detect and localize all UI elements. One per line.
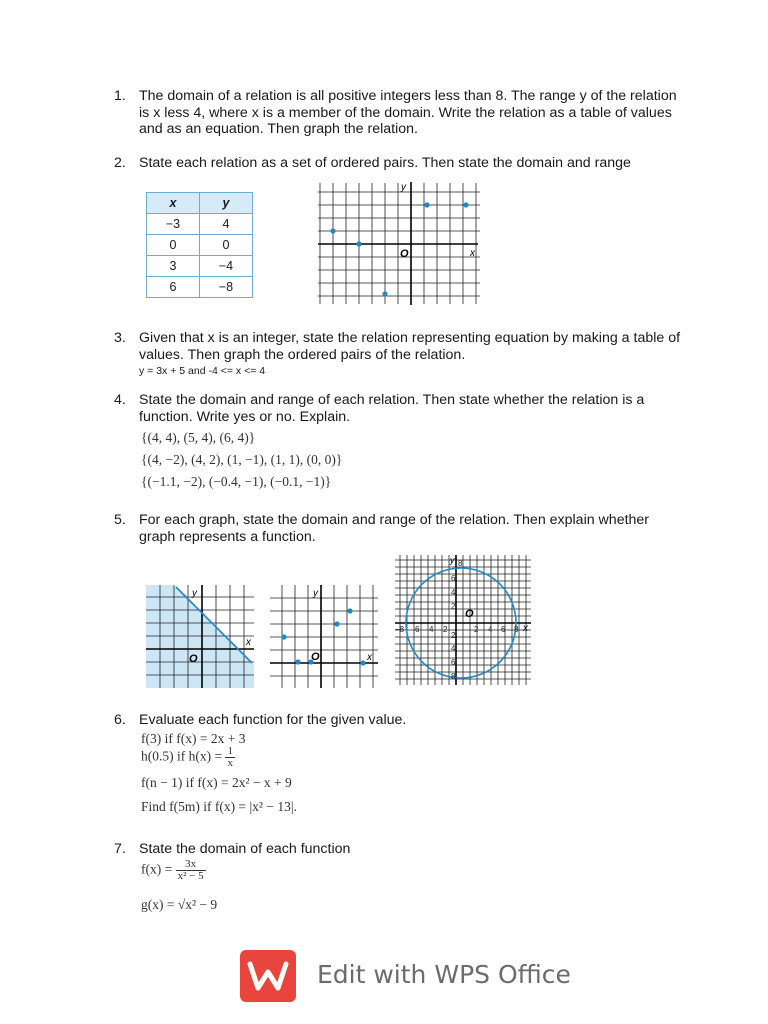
origin-label: O	[465, 608, 474, 620]
table-row	[147, 214, 253, 235]
y-tick-label: 2	[451, 631, 456, 640]
y-tick-label: 4	[451, 644, 456, 653]
wps-logo-icon	[240, 950, 296, 1002]
origin-label: O	[400, 248, 409, 260]
table-row	[147, 235, 253, 256]
x-tick-label: 4	[488, 625, 493, 634]
x-tick-label: 2	[474, 625, 479, 634]
y-axis-label: y	[313, 588, 318, 599]
denominator: x	[227, 757, 233, 769]
relation-set-2: {(4, −2), (4, 2), (1, −1), (1, 1), (0, 0)}	[141, 452, 343, 467]
x-tick-label: 2	[443, 625, 448, 634]
question-subtext: y = 3x + 5 and -4 <= x <= 4	[139, 365, 266, 377]
circle-graph	[395, 555, 533, 687]
domain-function-2: g(x) = √x² − 9	[141, 897, 218, 912]
x-tick-label: 6	[415, 625, 420, 634]
question-text: Given that x is an integer, state the relation representing equation by making a table of values. Then graph the ordered pairs of the relation.	[139, 330, 681, 363]
question-text: State each relation as a set of ordered pairs. Then state the domain and range	[139, 155, 631, 171]
origin-label: O	[189, 653, 198, 665]
fraction	[225, 746, 235, 769]
x-tick-label: 6	[501, 625, 506, 634]
fraction	[176, 859, 206, 882]
values-table	[146, 192, 253, 298]
table-cell: 6	[147, 277, 200, 298]
table-cell: 0	[200, 235, 253, 256]
scatter-graph-q5	[270, 585, 380, 690]
y-tick-label: 4	[451, 588, 456, 597]
function-eval-2-text: h(0.5) if h(x) =	[141, 748, 226, 764]
y-axis-label: y	[401, 182, 406, 193]
y-axis-label: y	[192, 588, 197, 599]
y-axis-label: y	[450, 555, 455, 565]
x-axis-label: x	[523, 623, 528, 634]
y-tick-label: 6	[451, 658, 456, 667]
question-number: 5.	[114, 512, 126, 528]
question-text: State the domain of each function	[139, 841, 351, 857]
table-header: y	[200, 193, 253, 214]
question-number: 3.	[114, 330, 126, 346]
function-eval-2	[141, 746, 235, 769]
relation-set-1: {(4, 4), (5, 4), (6, 4)}	[141, 430, 256, 445]
question-text: Evaluate each function for the given value.	[139, 712, 407, 728]
table-header: x	[147, 193, 200, 214]
y-tick-label: 6	[451, 574, 456, 583]
domain-function-1	[141, 859, 206, 882]
origin-label: O	[311, 651, 320, 663]
table-row	[147, 256, 253, 277]
x-axis-label: x	[470, 248, 475, 259]
table-header-row	[147, 193, 253, 214]
y-tick-label: 8	[458, 559, 463, 568]
numerator: 3x	[176, 859, 206, 871]
table-row	[147, 277, 253, 298]
shaded-region-graph	[146, 585, 256, 690]
question-number: 1.	[114, 88, 126, 104]
table-cell: −4	[200, 256, 253, 277]
denominator: x² − 5	[177, 870, 204, 882]
domain-function-1-text: f(x) =	[141, 861, 176, 877]
function-eval-4: Find f(5m) if f(x) = |x² − 13|.	[141, 799, 297, 814]
y-tick-label: 8	[451, 672, 456, 681]
x-tick-label: 8	[514, 625, 519, 634]
wps-edit-label: Edit with WPS Office	[317, 960, 571, 989]
table-cell: 3	[147, 256, 200, 277]
question-text: State the domain and range of each relation. Then state whether the relation is a function. Write yes or no. Explain.	[139, 392, 645, 425]
scatter-graph-q2	[318, 178, 483, 306]
question-number: 6.	[114, 712, 126, 728]
function-eval-1: f(3) if f(x) = 2x + 3	[141, 731, 246, 746]
numerator: 1	[227, 745, 233, 757]
x-tick-label: −8	[395, 625, 405, 634]
question-text: For each graph, state the domain and range of the relation. Then explain whether graph represents a function.	[139, 512, 650, 545]
question-text: The domain of a relation is all positive integers less than 8. The range y of the relation is x less 4, where x is a member of the domain. Write the relation as a table of values and as an equation. Then graph the relation.	[139, 88, 677, 137]
x-axis-label: x	[367, 652, 372, 663]
table-cell: 4	[200, 214, 253, 235]
relation-set-3: {(−1.1, −2), (−0.4, −1), (−0.1, −1)}	[141, 474, 332, 489]
x-axis-label: x	[246, 637, 251, 648]
question-number: 2.	[114, 155, 126, 171]
table-cell: −8	[200, 277, 253, 298]
y-tick-label: 2	[451, 602, 456, 611]
function-eval-3: f(n − 1) if f(x) = 2x² − x + 9	[141, 775, 292, 790]
table-cell: 0	[147, 235, 200, 256]
question-number: 7.	[114, 841, 126, 857]
question-number: 4.	[114, 392, 126, 408]
x-tick-label: 4	[429, 625, 434, 634]
table-cell: −3	[147, 214, 200, 235]
